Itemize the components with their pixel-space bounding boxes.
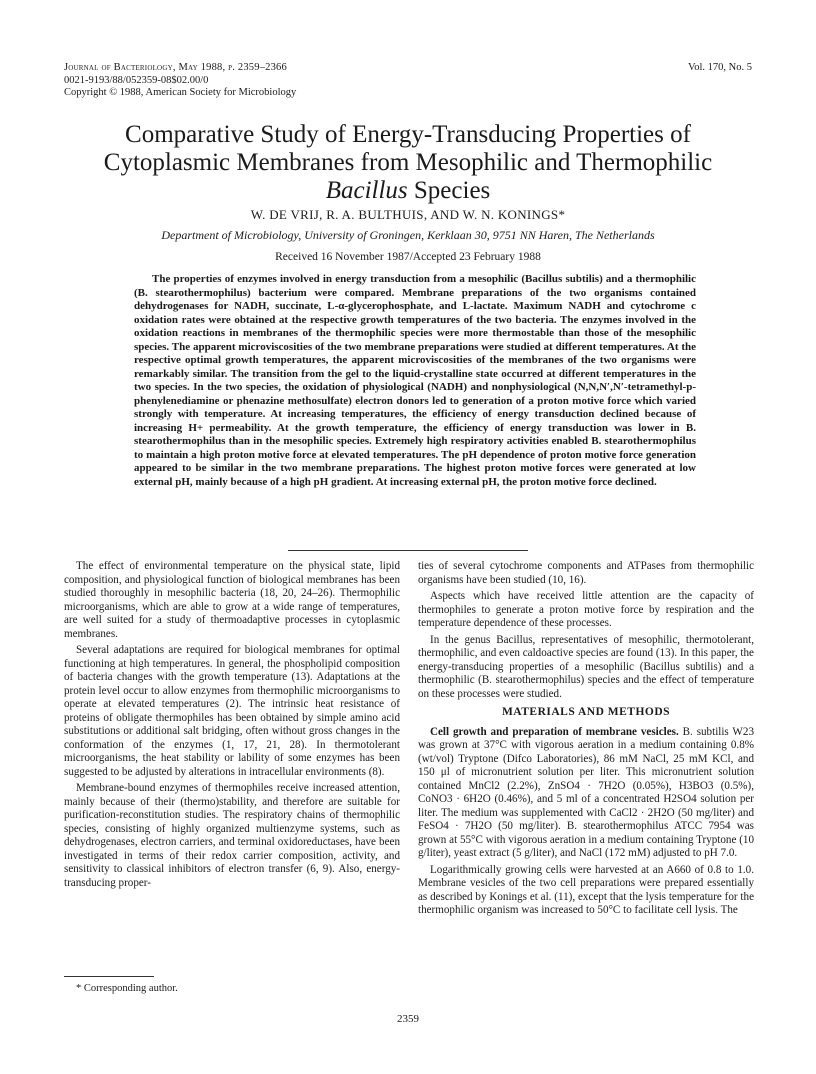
title-line-3 <box>60 177 756 205</box>
title-genus: Bacillus <box>325 177 408 204</box>
volume-issue: Vol. 170, No. 5 <box>688 62 752 73</box>
intro-paragraph-5: In the genus Bacillus, representatives of mesophilic, thermotolerant, thermophilic, and even caldoactive species are found (13). In this paper, the energy-transducing properties of a mesophilic (Bacillus subtilis) and a thermophilic (B. stearothermophilus) species and the effect of temperature on these processes were studied. <box>418 633 754 700</box>
article-title <box>60 121 756 205</box>
footnote-corresponding-author: * Corresponding author. <box>76 983 178 994</box>
title-species-word: Species <box>413 177 491 204</box>
methods-subheading: Cell growth and preparation of membrane vesicles. <box>430 725 679 738</box>
intro-paragraph-2: Several adaptations are required for biological membranes for optimal functioning at high temperatures. In general, the phospholipid composition of bacteria changes with the growth temperature (13). Adaptations at the protein level occur to allow enzymes from thermophilic microorganisms to operate at elevated temperatures (2). The intrinsic heat resistance of proteins of obligate thermophiles has been obtained by simple amino acid substitutions or additional salt bridging, often without gross changes in the conformation of the enzymes (1, 17, 21, 28). In thermotolerant microorganisms, the heat stability or lability of some enzymes has been suggested to be adjusted by alterations in intracellular environments (8). <box>64 644 400 778</box>
intro-paragraph-1: The effect of environmental temperature on the physical state, lipid composition, and physiological function of biological membranes has been studied thoroughly in mesophilic bacteria (18, 20, 24–26). Thermophilic microorganisms, which are able to grow at a wide range of temperatures, are well suited for a study of thermoadaptive processes in cytoplasmic membranes. <box>64 560 400 640</box>
title-line-2: Cytoplasmic Membranes from Mesophilic and Thermophilic <box>103 149 713 176</box>
methods-paragraph-1-text: B. subtilis W23 was grown at 37°C with vigorous aeration in a medium containing 0.8% (wt/vol) Tryptone (Difco Laboratories), 86 mM NaCl, 25 mM KCl, and 150 μl of micronutrient solution per liter. This micronutrient solution contained MnCl2 (2.2%), ZnSO4 · 7H2O (0.05%), H3BO3 (0.5%), CoNO3 · 6H2O (0.46%), and 5 ml of a concentrated H2SO4 solution per liter. The medium was supplemented with CaCl2 · 2H2O (50 mg/liter) and FeSO4 · 7H2O (50 mg/liter). B. stearothermophilus ATCC 7954 was grown at 55°C with vigorous aeration in a medium containing Tryptone (10 g/liter), yeast extract (5 g/liter), and NaCl (172 mM) adjusted to pH 7.0. <box>418 725 754 859</box>
footnote-divider <box>64 976 154 977</box>
section-heading-methods: MATERIALS AND METHODS <box>501 706 671 718</box>
left-column <box>64 560 400 893</box>
methods-paragraph-1 <box>418 726 754 861</box>
intro-paragraph-3: Membrane-bound enzymes of thermophiles receive increased attention, mainly because of their (thermo)stability, and therefore are suitable for purification-reconstitution studies. The respiratory chains of thermophilic species, consisting of highly organized multienzyme systems, such as dehydrogenases, electron carriers, and terminal oxidoreductases, have been investigated in terms of their redox carrier composition, activity, and sensitivity to classical inhibitors of electron transfer (6, 9). Also, energy-transducing proper- <box>64 782 400 889</box>
copyright-line: Copyright © 1988, American Society for Microbiology <box>64 87 297 98</box>
right-column <box>418 560 754 921</box>
journal-citation: Journal of Bacteriology, May 1988, p. 2359–2366 <box>64 62 287 73</box>
running-header-left <box>64 62 296 100</box>
received-dates: Received 16 November 1987/Accepted 23 February 1988 <box>275 251 541 263</box>
page-number: 2359 <box>397 1013 419 1025</box>
affiliation: Department of Microbiology, University of Groningen, Kerklaan 30, 9751 NN Haren, The Netherlands <box>161 228 655 242</box>
title-line-1: Comparative Study of Energy-Transducing Properties of <box>125 121 691 148</box>
intro-paragraph-3-continued: ties of several cytochrome components and ATPases from thermophilic organisms have been studied (10, 16). <box>418 560 754 586</box>
article-code: 0021-9193/88/052359-08$02.00/0 <box>64 74 209 86</box>
abstract: The properties of enzymes involved in energy transduction from a mesophilic (Bacillus subtilis) and a thermophilic (B. stearothermophilus) bacterium were compared. Membrane preparations of the two organisms contained dehydrogenases for NADH, succinate, L-α-glycerophosphate, and L-lactate. Maximum NADH and cytochrome c oxidation rates were obtained at the respective growth temperatures of the two bacteria. The enzymes involved in the oxidation reactions in membranes of the thermophilic species were more thermostable than those of the mesophilic species. The apparent microviscosities of the two membrane preparations were studied at different temperatures. At the respective optimal growth temperatures, the apparent microviscosities of the membranes of the two organisms were remarkably similar. The transition from the gel to the liquid-crystalline state occurred at different temperatures in the two species. In the two species, the oxidation of physiological (NADH) and nonphysiological (N,N,N′,N′-tetramethyl-p-phenylenediamine or phenazine methosulfate) electron donors led to generation of a proton motive force which varied strongly with temperature. At increasing temperatures, the efficiency of energy transduction declined because of increasing H+ permeability. At the growth temperature, the efficiency of energy transduction was lower in B. stearothermophilus than in the mesophilic species. Extremely high respiratory activities enabled B. stearothermophilus to maintain a high proton motive force at elevated temperatures. The pH dependence of proton motive force generation appeared to be similar in the two membrane preparations. The highest proton motive forces were generated at low external pH, mainly because of a high pH gradient. At increasing external pH, the proton motive force declined. <box>134 273 696 488</box>
abstract-divider <box>288 550 528 551</box>
intro-paragraph-4: Aspects which have received little attention are the capacity of thermophiles to generate a proton motive force by respiration and the temperature dependence of these processes. <box>418 590 754 629</box>
methods-paragraph-2: Logarithmically growing cells were harvested at an A660 of 0.8 to 1.0. Membrane vesicles of the two cell preparations were prepared essentially as described by Konings et al. (11), except that the lysis temperature for the thermophilic organism was increased to 50°C to facilitate cell lysis. The <box>418 863 754 916</box>
author-list: W. DE VRIJ, R. A. BULTHUIS, AND W. N. KONINGS* <box>250 207 566 222</box>
